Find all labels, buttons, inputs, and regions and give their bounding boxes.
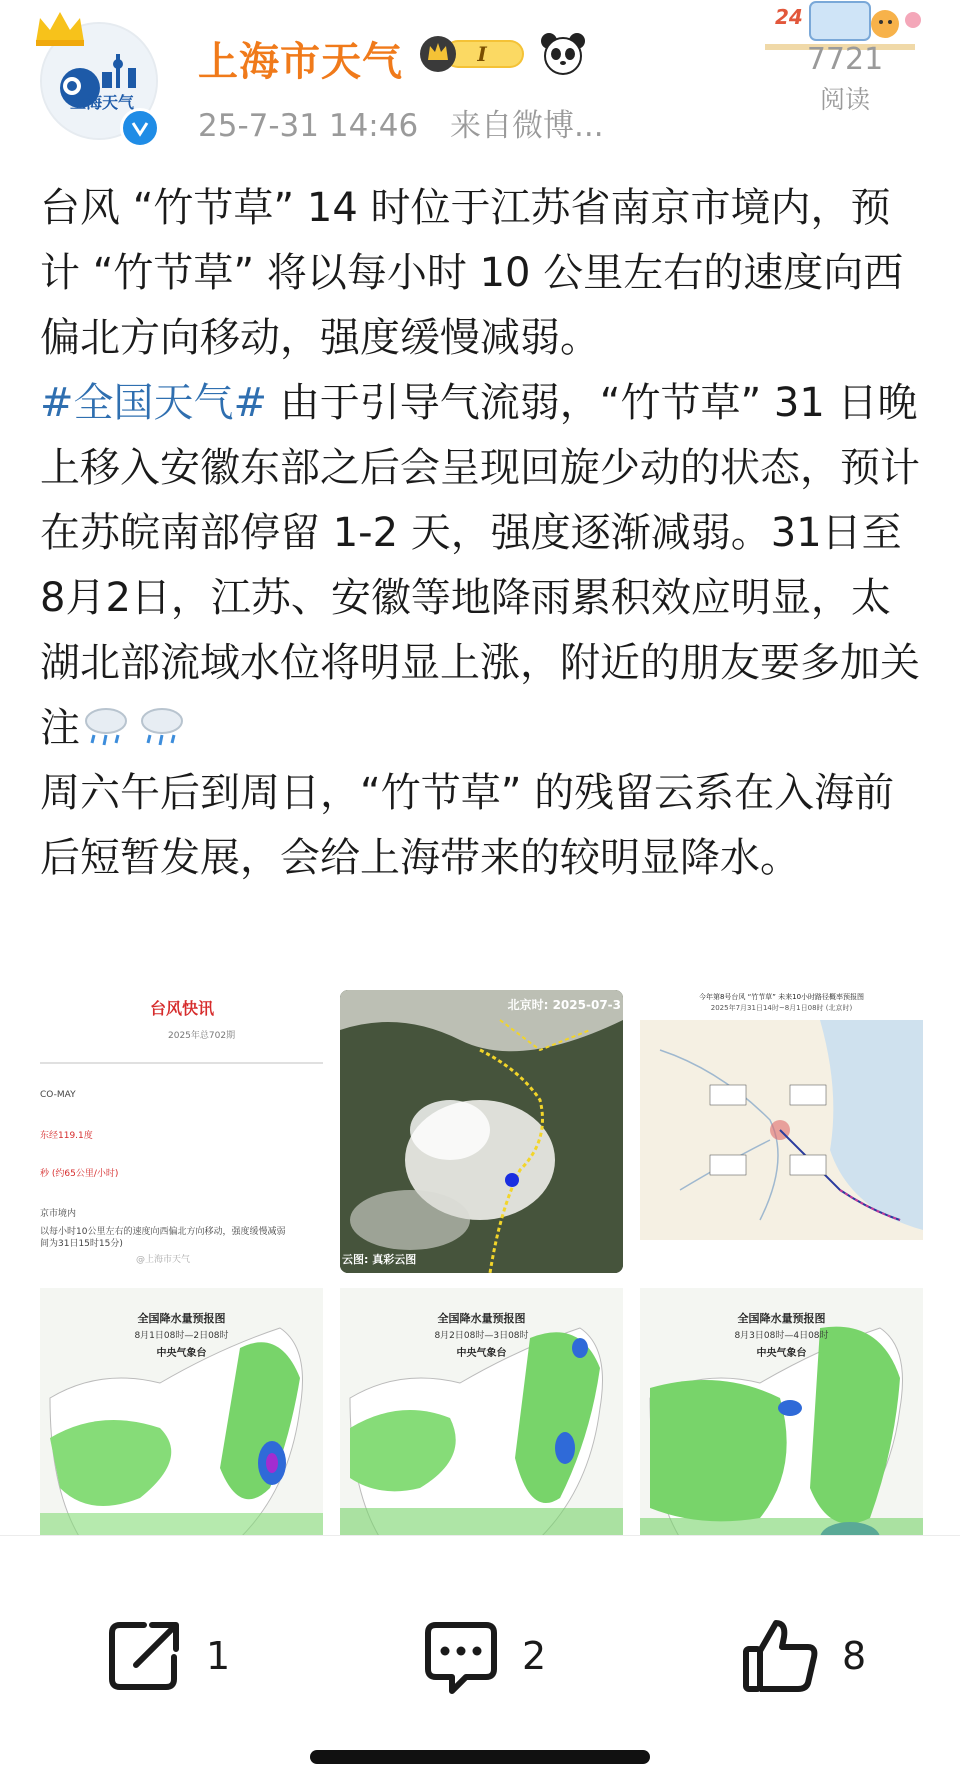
satellite-timestamp: 北京时: 2025-07-3 — [507, 998, 621, 1012]
rain-cloud-icon — [136, 703, 188, 749]
satellite-caption: 云图: 真彩云图 — [342, 1253, 417, 1266]
home-indicator[interactable] — [310, 1750, 650, 1764]
verified-icon — [120, 108, 160, 148]
post-source[interactable]: 来自微博... — [450, 108, 604, 144]
share-icon — [104, 1615, 186, 1697]
bulletin-title: 台风快讯 — [150, 999, 215, 1018]
track-map — [640, 990, 923, 1273]
read-count: 7721 — [806, 42, 884, 77]
rain-map-subtitle: 8月3日08时—4日08时 — [734, 1331, 829, 1341]
post-paragraph: 台风 “竹节草” 14 时位于江苏省南京市境内，预计 “竹节草” 将以每小时 10 公里左右的速度向西偏北方向移动，强度缓慢减弱。 — [40, 185, 904, 361]
bulletin-line: 间为31日15时15分) — [40, 1239, 123, 1249]
avatar-text: 上海天气 — [69, 93, 135, 112]
bulletin-line: 秒 (约65公里/小时) — [40, 1169, 119, 1179]
hashtag-link[interactable]: #全国天气# — [40, 380, 280, 426]
watermark: @上海市天气 — [136, 1255, 191, 1265]
read-label: 阅读 — [819, 85, 870, 114]
track-title: 今年第8号台风 “竹节草” 未来10小时路径概率预报图 — [698, 993, 865, 1001]
rain-map-org: 中央气象台 — [456, 1348, 507, 1359]
rain-map-org: 中央气象台 — [756, 1348, 807, 1359]
divider — [40, 1062, 323, 1064]
post-paragraph-text: 由于引导气流弱，“竹节草” 31 日晚上移入安徽东部之后会呈现回旋少动的状态，预计在苏皖南部停留 1-2 天，强度逐渐减弱。31日至 8月2日，江苏、安徽等地降雨累积效应明显，太湖北部流域水位将明显上涨，附近的朋友要多加关注 — [40, 380, 920, 751]
avatar[interactable] — [40, 22, 158, 140]
image-rain-forecast-day2[interactable] — [340, 1288, 623, 1571]
vip-level: I — [477, 42, 487, 66]
vip-badge-icon[interactable] — [418, 34, 530, 74]
comment-count: 2 — [522, 1634, 547, 1678]
sticker-badge-text: 24 — [775, 5, 803, 29]
satellite-image — [340, 990, 623, 1273]
rain-cloud-icon — [80, 703, 132, 749]
account-name[interactable]: 上海市天气 — [198, 39, 403, 85]
post-body — [40, 176, 930, 891]
bulletin-subtitle: 2025年总702期 — [168, 1031, 236, 1041]
image-satellite-cloud[interactable] — [340, 990, 623, 1273]
comment-icon — [420, 1615, 502, 1697]
image-typhoon-bulletin[interactable] — [40, 990, 323, 1273]
image-rain-forecast-day3[interactable] — [640, 1288, 923, 1571]
post-paragraph: 周六午后到周日，“竹节草” 的残留云系在入海前后短暂发展，会给上海带来的较明显降水。 — [40, 770, 895, 881]
rain-map-subtitle: 8月1日08时—2日08时 — [134, 1331, 229, 1341]
image-track-forecast[interactable] — [640, 990, 923, 1273]
rain-map-title: 全国降水量预报图 — [137, 1312, 226, 1325]
bulletin-line: 东经119.1度 — [40, 1131, 93, 1141]
rain-map-title: 全国降水量预报图 — [437, 1312, 526, 1325]
image-rain-forecast-day1[interactable] — [40, 1288, 323, 1571]
post-paragraph — [40, 371, 930, 761]
post-header — [0, 0, 960, 160]
post-timestamp: 25-7-31 14:46 — [198, 108, 419, 144]
track-subtitle: 2025年7月31日14时~8月1日08时 (北京时) — [710, 1004, 853, 1012]
rain-map-org: 中央气象台 — [156, 1348, 207, 1359]
share-count: 1 — [206, 1634, 231, 1678]
image-grid — [40, 990, 925, 1546]
read-stats — [725, 0, 945, 120]
comment-button[interactable] — [420, 1616, 546, 1696]
share-button[interactable] — [104, 1616, 230, 1696]
thumbs-up-icon — [740, 1615, 822, 1697]
bulletin-line: CO-MAY — [40, 1090, 76, 1100]
bulletin-line: 以每小时10公里左右的速度向西偏北方向移动，强度缓慢减弱 — [40, 1227, 286, 1237]
bulletin-line: 京市境内 — [40, 1209, 77, 1219]
crown-icon — [32, 8, 88, 48]
post-meta — [198, 100, 604, 145]
rain-map-title: 全国降水量预报图 — [737, 1312, 826, 1325]
rain-map-subtitle: 8月2日08时—3日08时 — [434, 1331, 529, 1341]
like-count: 8 — [842, 1634, 867, 1678]
action-bar — [0, 1535, 960, 1736]
like-button[interactable] — [740, 1616, 866, 1696]
panda-icon — [540, 32, 586, 76]
